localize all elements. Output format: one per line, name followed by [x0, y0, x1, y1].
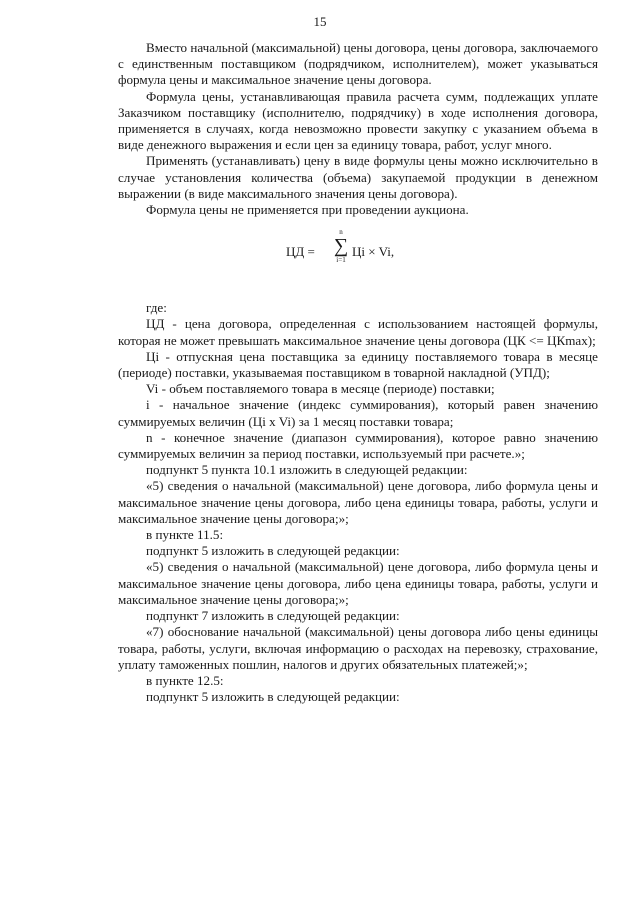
- formula-lhs: ЦД =: [286, 244, 315, 260]
- where-label: где:: [146, 300, 167, 316]
- definition-volume: Vi - объем поставляемого товара в месяце (периоде) поставки;: [146, 381, 495, 397]
- definition-index-end: n - конечное значение (диапазон суммирования), которое равно значению суммируемых величин за период поставки, используемый при расчете.»;: [118, 429, 598, 462]
- paragraph-item-12-5: в пункте 12.5:: [146, 672, 224, 688]
- paragraph-subitem-5-12: подпункт 5 изложить в следующей редакции:: [146, 689, 400, 705]
- paragraph-subitem-10-1: подпункт 5 пункта 10.1 изложить в следующей редакции:: [146, 462, 468, 478]
- paragraph-quote-10-1: «5) сведения о начальной (максимальной) цене договора, либо формула цены и максимальное значение цены договора, либо цена единицы товара, работы, услуги и максимальное значение цены договора;»;: [118, 478, 598, 526]
- definition-contract-price: ЦД - цена договора, определенная с использованием настоящей формулы, которая не может превышать максимальное значение цены договора (ЦК <= ЦКmax);: [118, 316, 598, 348]
- paragraph-auction-exclusion: Формула цены не применяется при проведении аукциона.: [146, 202, 469, 218]
- summation-lower-limit: i=1: [336, 256, 346, 265]
- formula-rhs: Цi × Vi,: [352, 244, 395, 260]
- paragraph-quote-11-5-5: «5) сведения о начальной (максимальной) цене договора, либо формула цены и максимальное значение цены договора, либо цена единицы товара, работы, услуги и максимальное значение цены договора;»;: [118, 559, 598, 607]
- page-number: 15: [313, 14, 327, 29]
- paragraph-subitem-5: подпункт 5 изложить в следующей редакции:: [146, 543, 400, 559]
- paragraph-formula-usage: Применять (устанавливать) цену в виде формулы цены можно исключительно в случае установления количества (объема) закупаемой продукции в денежном выражении (в виде максимального значения цены договора).: [118, 153, 598, 201]
- summation-upper-limit: n: [339, 228, 343, 237]
- sigma-symbol: ∑: [333, 235, 349, 258]
- paragraph-formula-definition: Формула цены, устанавливающая правила расчета сумм, подлежащих уплате Заказчиком поставщику (исполнителю, подрядчику) в ходе исполнения договора, применяется в случаях, когда невозможно провести закупку с указанием объема в виде денежного выражения и если цен за единицу товара, работ, услуг много.: [118, 88, 598, 153]
- paragraph-item-11-5: в пункте 11.5:: [146, 527, 224, 543]
- paragraph-subitem-7: подпункт 7 изложить в следующей редакции:: [146, 608, 400, 624]
- summation-sign: [332, 228, 350, 264]
- definition-unit-price: Цi - отпускная цена поставщика за единицу поставляемого товара в месяце (периоде) поставки, указываемая поставщиком в товарной накладной (УПД);: [118, 348, 598, 381]
- document-body: [118, 40, 598, 705]
- definition-index-start: i - начальное значение (индекс суммирования), который равен значению суммируемых величин (Цi x Vi) за 1 месяц поставки товара;: [118, 397, 598, 429]
- paragraph-formula-intro: Вместо начальной (максимальной) цены договора, цены договора, заключаемого с единственным поставщиком (подрядчиком, исполнителем), может указываться формула цены и максимальное значение цены договора.: [118, 40, 598, 88]
- paragraph-quote-11-5-7: «7) обоснование начальной (максимальной) цены договора либо цены единицы товара, работы, услуги, включая информацию о расходах на перевозку, страхование, уплату таможенных пошлин, налогов и других обязательных платежей;»;: [118, 624, 598, 672]
- price-formula: [118, 222, 598, 286]
